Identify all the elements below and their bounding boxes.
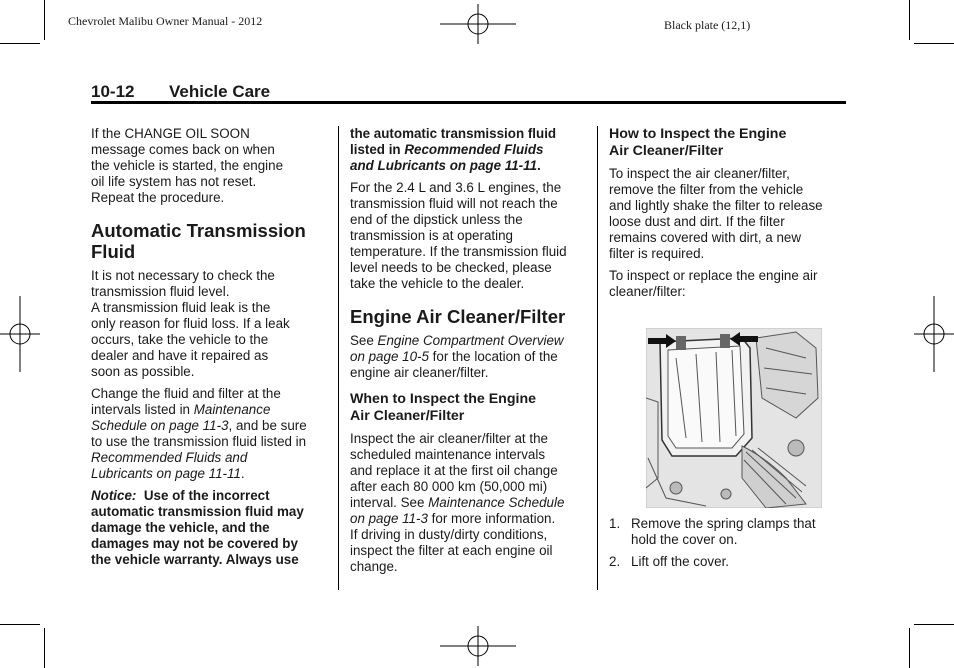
text-line: If the CHANGE OIL SOON bbox=[91, 126, 250, 141]
text-line: listed in bbox=[350, 142, 405, 157]
cross-reference-link[interactable]: Recommended Fluids bbox=[404, 142, 544, 157]
text-line: the vehicle warranty. Always use bbox=[91, 552, 299, 567]
cross-reference-link[interactable]: Schedule on page 11-3 bbox=[91, 418, 229, 433]
text-line: transmission is at operating bbox=[350, 228, 513, 243]
text-line: Inspect the air cleaner/filter at the bbox=[350, 431, 548, 446]
text-line: hold the cover on. bbox=[631, 532, 738, 547]
text-line: See bbox=[350, 333, 378, 348]
column-divider bbox=[338, 126, 339, 590]
text-line: To inspect or replace the engine air bbox=[609, 268, 818, 283]
text-line: engine air cleaner/filter. bbox=[350, 365, 489, 380]
text-line: remove the filter from the vehicle bbox=[609, 182, 804, 197]
step-number: 2. bbox=[609, 554, 621, 569]
text-line: Change the fluid and filter at the bbox=[91, 386, 281, 401]
text-line: message comes back on when bbox=[91, 142, 275, 157]
cross-reference-link[interactable]: on page 11-3 bbox=[350, 511, 428, 526]
heading-line: Air Cleaner/Filter bbox=[609, 143, 724, 159]
text-line: remains covered with dirt, a new bbox=[609, 230, 802, 245]
text-line: take the vehicle to the dealer. bbox=[350, 276, 525, 291]
column-3 bbox=[609, 126, 849, 306]
text-line: temperature. If the transmission fluid bbox=[350, 244, 567, 259]
cross-reference-link[interactable]: Lubricants on page 11-11 bbox=[91, 466, 241, 481]
paragraph bbox=[609, 166, 849, 262]
heading-line: Fluid bbox=[91, 241, 136, 262]
paragraph bbox=[350, 333, 590, 381]
subheading-when-to-inspect bbox=[350, 391, 590, 425]
page-number: 10-12 bbox=[91, 82, 135, 101]
notice-continuation bbox=[350, 126, 590, 174]
cross-reference-link[interactable]: and Lubricants on page 11-11 bbox=[350, 158, 538, 173]
text-line: damages may not be covered by bbox=[91, 536, 298, 551]
crop-mark bbox=[0, 43, 40, 44]
text-line: Repeat the procedure. bbox=[91, 190, 225, 205]
paragraph bbox=[91, 386, 331, 482]
list-item bbox=[609, 554, 849, 570]
intro-paragraph bbox=[91, 126, 331, 206]
text-line: the automatic transmission fluid bbox=[350, 126, 557, 141]
text-line: transmission fluid will not reach the bbox=[350, 196, 558, 211]
registration-mark-icon bbox=[0, 296, 40, 372]
text-line: interval. See bbox=[350, 495, 429, 510]
crop-mark bbox=[914, 43, 954, 44]
heading-transmission-fluid bbox=[91, 220, 331, 262]
registration-mark-icon bbox=[440, 626, 516, 666]
crop-mark bbox=[909, 628, 910, 668]
text-line: inspect the filter at each engine oil bbox=[350, 543, 553, 558]
text-line: cleaner/filter: bbox=[609, 284, 686, 299]
crop-mark bbox=[44, 0, 45, 40]
crop-mark bbox=[0, 624, 40, 625]
heading-line: When to Inspect the Engine bbox=[350, 391, 537, 407]
registration-mark-icon bbox=[440, 4, 516, 44]
text-line: damage the vehicle, and the bbox=[91, 520, 270, 535]
paragraph bbox=[350, 180, 590, 292]
steps-list bbox=[609, 516, 849, 570]
text-line: To inspect the air cleaner/filter, bbox=[609, 166, 790, 181]
paragraph bbox=[609, 268, 849, 300]
text-line: dealer and have it repaired as bbox=[91, 348, 269, 363]
text-line: only reason for fluid loss. If a leak bbox=[91, 316, 290, 331]
cross-reference-link[interactable]: Recommended Fluids and bbox=[91, 450, 248, 465]
text-line: . bbox=[537, 158, 541, 173]
column-2 bbox=[350, 126, 590, 581]
text-line: for more information. bbox=[427, 511, 556, 526]
text-line: and replace it at the first oil change bbox=[350, 463, 558, 478]
text-line: intervals listed in bbox=[91, 402, 194, 417]
header-rule bbox=[91, 101, 846, 104]
text-line: A transmission fluid leak is the bbox=[91, 300, 271, 315]
text-line: loose dust and dirt. If the filter bbox=[609, 214, 785, 229]
text-line: to use the transmission fluid listed in bbox=[91, 434, 307, 449]
text-line: It is not necessary to check the bbox=[91, 268, 275, 283]
plate-label: Black plate (12,1) bbox=[664, 18, 751, 32]
text-line: Lift off the cover. bbox=[631, 554, 730, 569]
text-line: and lightly shake the filter to release bbox=[609, 198, 823, 213]
section-title: Vehicle Care bbox=[169, 82, 271, 101]
text-line: If driving in dusty/dirty conditions, bbox=[350, 527, 548, 542]
steps-list-container bbox=[609, 508, 849, 576]
text-line: , and be sure bbox=[228, 418, 307, 433]
text-line: soon as possible. bbox=[91, 364, 195, 379]
text-line: . bbox=[240, 466, 245, 481]
cross-reference-link[interactable]: Maintenance bbox=[193, 402, 271, 417]
paragraph bbox=[350, 431, 590, 575]
section-header bbox=[91, 82, 270, 102]
crop-mark bbox=[914, 624, 954, 625]
text-line: Use of the incorrect bbox=[136, 488, 270, 503]
heading-line: Automatic Transmission bbox=[91, 220, 306, 241]
step-number: 1. bbox=[609, 516, 621, 531]
notice-label: Notice: bbox=[91, 488, 137, 503]
text-line: Remove the spring clamps that bbox=[631, 516, 816, 531]
crop-mark bbox=[909, 0, 910, 40]
text-line: filter is required. bbox=[609, 246, 705, 261]
cross-reference-link[interactable]: Maintenance Schedule bbox=[428, 495, 565, 510]
text-line: level needs to be checked, please bbox=[350, 260, 552, 275]
text-line: change. bbox=[350, 559, 398, 574]
text-line: scheduled maintenance intervals bbox=[350, 447, 546, 462]
notice-paragraph bbox=[91, 488, 331, 568]
text-line: end of the dipstick unless the bbox=[350, 212, 523, 227]
list-item bbox=[609, 516, 849, 548]
engine-air-cleaner-photo bbox=[646, 328, 822, 508]
column-1 bbox=[91, 126, 331, 574]
cross-reference-link[interactable]: on page 10-5 bbox=[350, 349, 429, 364]
paragraph bbox=[91, 268, 331, 380]
text-line: transmission fluid level. bbox=[91, 284, 230, 299]
text-line: for the location of the bbox=[428, 349, 558, 364]
text-line: For the 2.4 L and 3.6 L engines, the bbox=[350, 180, 562, 195]
text-line: automatic transmission fluid may bbox=[91, 504, 304, 519]
text-line: occurs, take the vehicle to the bbox=[91, 332, 269, 347]
heading-line: How to Inspect the Engine bbox=[609, 126, 787, 142]
heading-engine-air-cleaner: Engine Air Cleaner/Filter bbox=[350, 306, 566, 327]
text-line: oil life system has not reset. bbox=[91, 174, 257, 189]
heading-line: Air Cleaner/Filter bbox=[350, 408, 465, 424]
manual-title: Chevrolet Malibu Owner Manual - 2012 bbox=[68, 14, 263, 28]
registration-mark-icon bbox=[914, 296, 954, 372]
text-line: the vehicle is started, the engine bbox=[91, 158, 284, 173]
text-line: after each 80 000 km (50,000 mi) bbox=[350, 479, 548, 494]
crop-mark bbox=[44, 628, 45, 668]
cross-reference-link[interactable]: Engine Compartment Overview bbox=[377, 333, 564, 348]
column-divider bbox=[597, 126, 598, 590]
subheading-how-to-inspect bbox=[609, 126, 849, 160]
